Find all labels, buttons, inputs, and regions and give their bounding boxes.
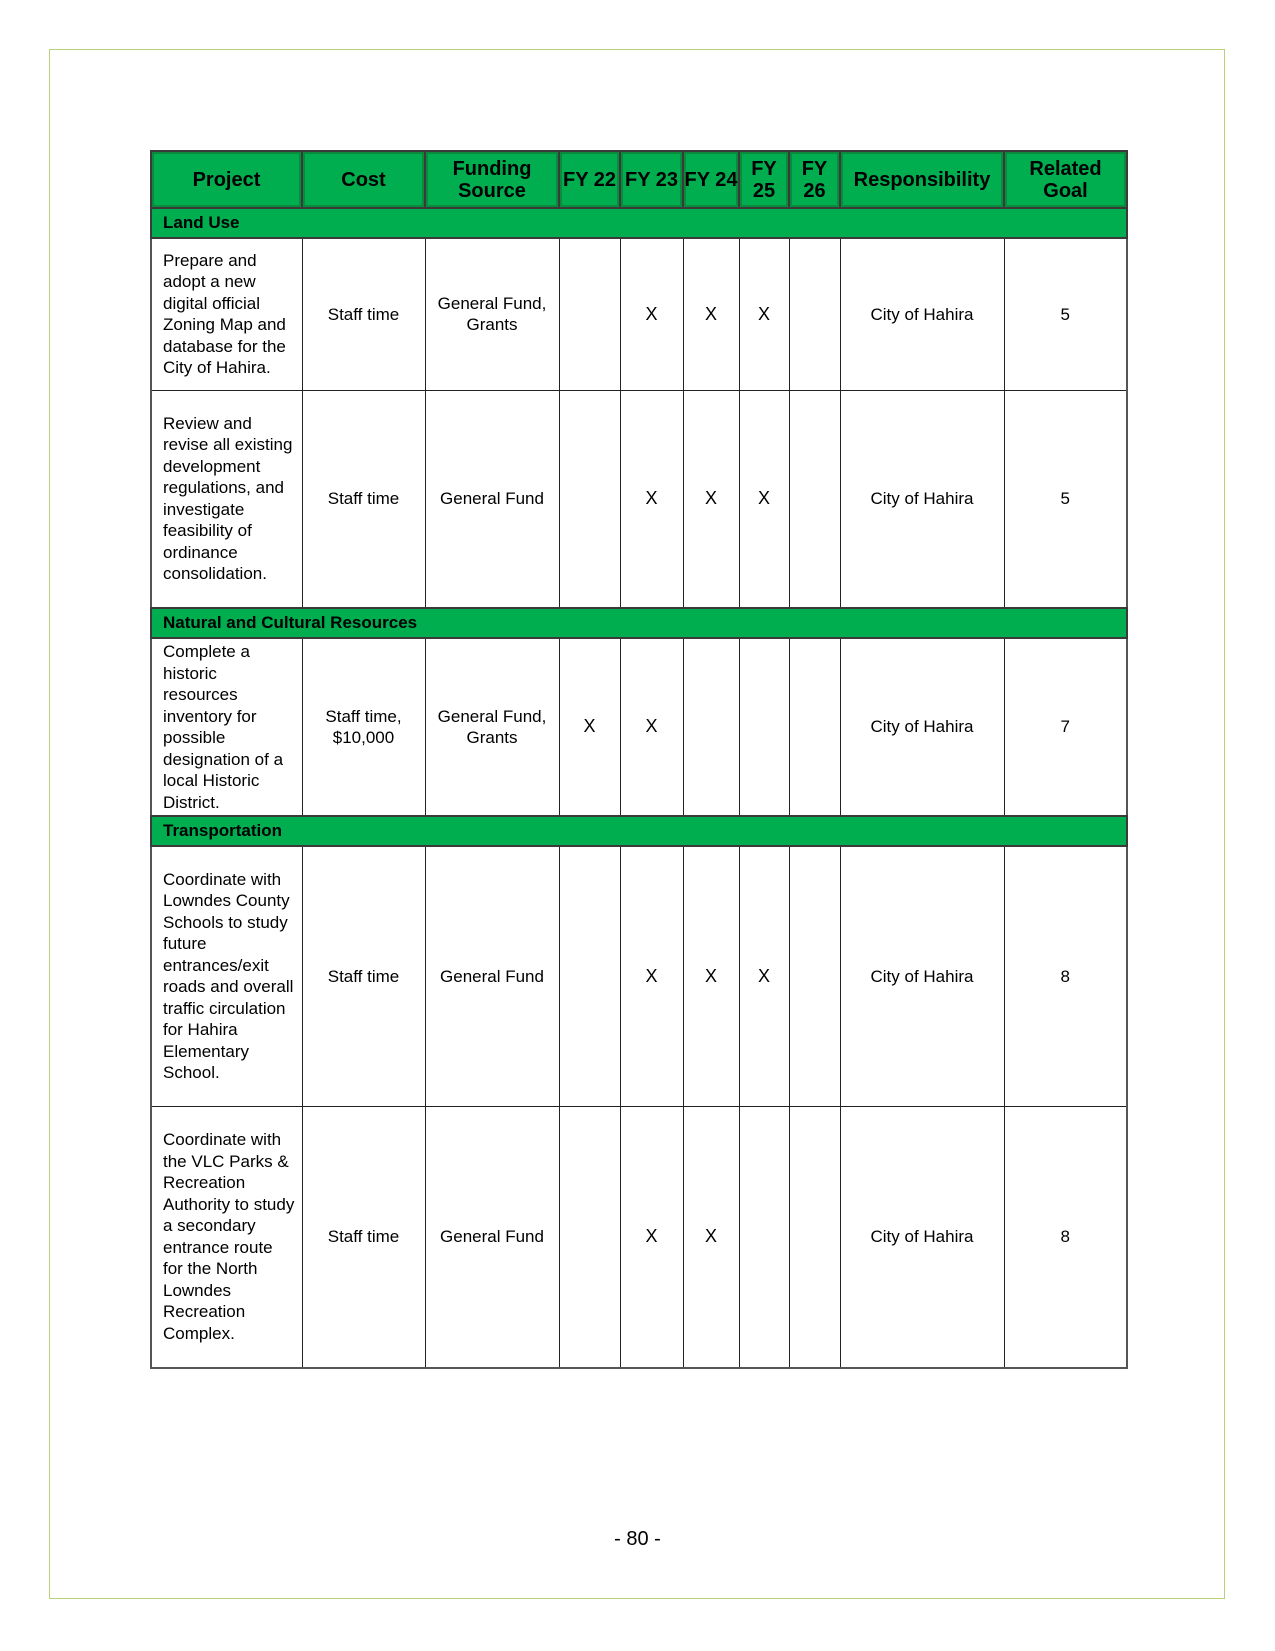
goal-cell: 7: [1004, 638, 1127, 816]
header-fy24: FY 24: [683, 151, 739, 208]
fy22-cell: X: [559, 638, 620, 816]
header-cost: Cost: [302, 151, 425, 208]
cost-cell: Staff time: [302, 238, 425, 390]
fy24-cell: X: [683, 846, 739, 1106]
fy26-cell: [789, 238, 840, 390]
fy23-cell: X: [620, 238, 683, 390]
section-title: Transportation: [151, 816, 1127, 846]
table-row: [151, 846, 1127, 1106]
header-fy26: FY 26: [789, 151, 840, 208]
project-cell: Complete a historic resources inventory for possible designation of a local Historic District.: [151, 638, 302, 816]
fy25-cell: X: [739, 846, 789, 1106]
table-header-row: [151, 151, 1127, 208]
section-title: Natural and Cultural Resources: [151, 608, 1127, 638]
fy22-cell: [559, 846, 620, 1106]
fy25-cell: [739, 638, 789, 816]
responsibility-cell: City of Hahira: [840, 638, 1004, 816]
responsibility-cell: City of Hahira: [840, 1106, 1004, 1368]
header-fy23: FY 23: [620, 151, 683, 208]
section-row-land-use: [151, 208, 1127, 238]
project-cell: Coordinate with the VLC Parks & Recreation Authority to study a secondary entrance route for the North Lowndes Recreation Complex.: [151, 1106, 302, 1368]
table-row: [151, 238, 1127, 390]
funding-cell: General Fund, Grants: [425, 638, 559, 816]
funding-cell: General Fund: [425, 1106, 559, 1368]
fy24-cell: X: [683, 238, 739, 390]
goal-cell: 5: [1004, 238, 1127, 390]
table-row: [151, 390, 1127, 608]
cost-cell: Staff time: [302, 846, 425, 1106]
fy25-cell: X: [739, 390, 789, 608]
work-program-table: [150, 150, 1128, 1369]
header-responsibility: Responsibility: [840, 151, 1004, 208]
table-row: [151, 1106, 1127, 1368]
cost-cell: Staff time, $10,000: [302, 638, 425, 816]
section-title: Land Use: [151, 208, 1127, 238]
fy22-cell: [559, 238, 620, 390]
page-number: - 80 -: [614, 1528, 661, 1550]
fy24-cell: X: [683, 1106, 739, 1368]
header-fy25: FY 25: [739, 151, 789, 208]
fy26-cell: [789, 846, 840, 1106]
fy24-cell: [683, 638, 739, 816]
fy23-cell: X: [620, 1106, 683, 1368]
fy26-cell: [789, 1106, 840, 1368]
header-project: Project: [151, 151, 302, 208]
funding-cell: General Fund: [425, 390, 559, 608]
project-cell: Prepare and adopt a new digital official Zoning Map and database for the City of Hahira.: [151, 238, 302, 390]
header-related-goal: Related Goal: [1004, 151, 1127, 208]
section-row-natural-cultural-resources: [151, 608, 1127, 638]
fy22-cell: [559, 390, 620, 608]
fy25-cell: [739, 1106, 789, 1368]
header-funding-source: Funding Source: [425, 151, 559, 208]
fy26-cell: [789, 638, 840, 816]
project-cell: Coordinate with Lowndes County Schools to study future entrances/exit roads and overall traffic circulation for Hahira Elementary School.: [151, 846, 302, 1106]
funding-cell: General Fund, Grants: [425, 238, 559, 390]
goal-cell: 8: [1004, 1106, 1127, 1368]
responsibility-cell: City of Hahira: [840, 390, 1004, 608]
table-row: [151, 638, 1127, 816]
goal-cell: 8: [1004, 846, 1127, 1106]
funding-cell: General Fund: [425, 846, 559, 1106]
goal-cell: 5: [1004, 390, 1127, 608]
fy24-cell: X: [683, 390, 739, 608]
responsibility-cell: City of Hahira: [840, 846, 1004, 1106]
fy23-cell: X: [620, 846, 683, 1106]
cost-cell: Staff time: [302, 390, 425, 608]
cost-cell: Staff time: [302, 1106, 425, 1368]
fy23-cell: X: [620, 638, 683, 816]
fy22-cell: [559, 1106, 620, 1368]
fy25-cell: X: [739, 238, 789, 390]
project-cell: Review and revise all existing development regulations, and investigate feasibility of ordinance consolidation.: [151, 390, 302, 608]
header-fy22: FY 22: [559, 151, 620, 208]
section-row-transportation: [151, 816, 1127, 846]
responsibility-cell: City of Hahira: [840, 238, 1004, 390]
fy23-cell: X: [620, 390, 683, 608]
fy26-cell: [789, 390, 840, 608]
